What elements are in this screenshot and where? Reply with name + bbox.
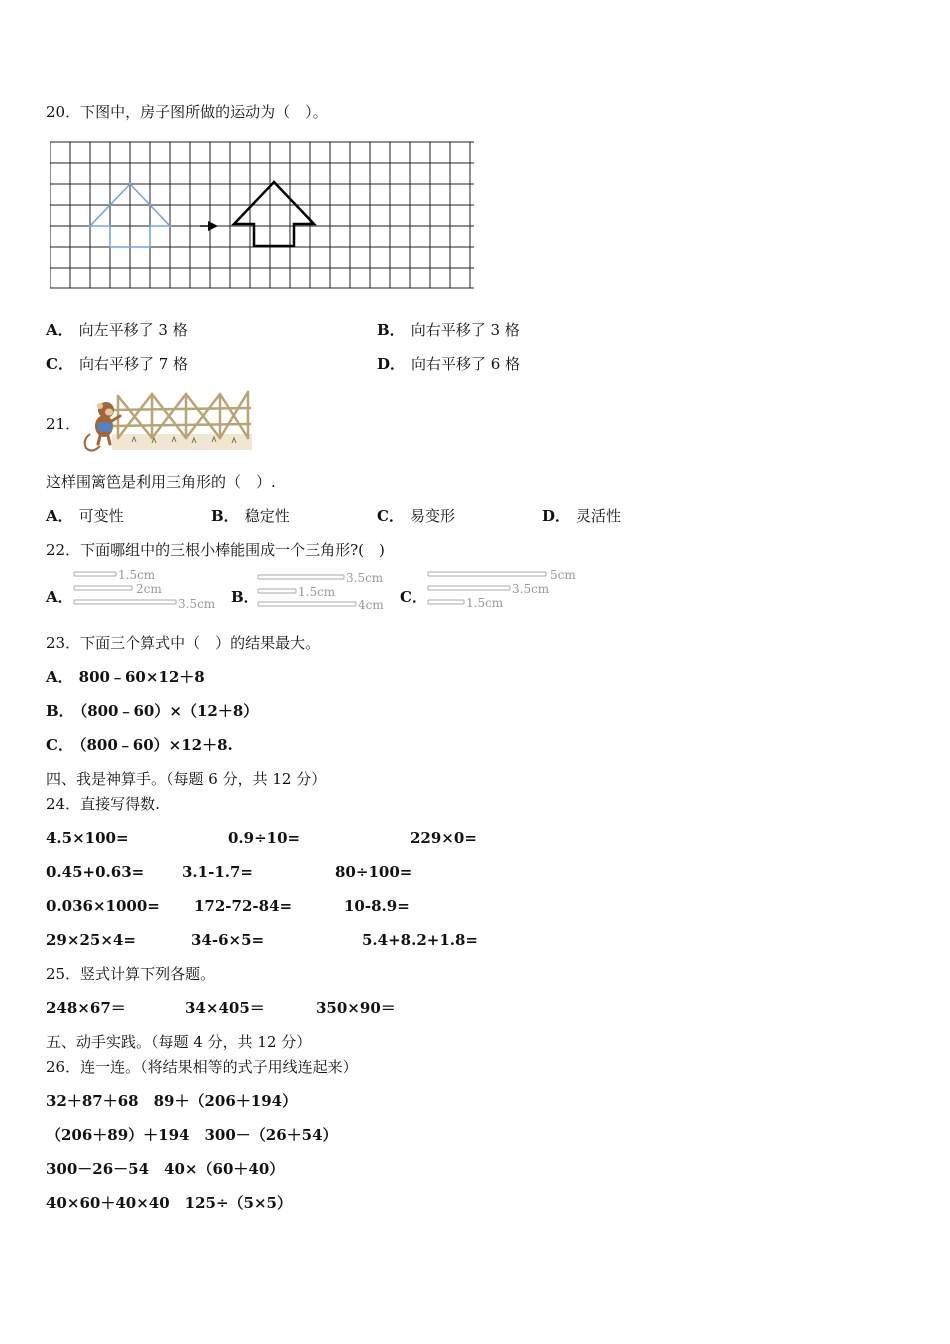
stick-label: 1.5cm xyxy=(118,568,156,582)
stick-c-2 xyxy=(428,586,510,590)
q25-item: 248×67＝ xyxy=(46,999,126,1017)
q21-question: 这样围篱笆是利用三角形的（ ）. xyxy=(46,473,276,491)
stick-label: 3.5cm xyxy=(178,597,216,611)
stick-a-3 xyxy=(74,600,176,604)
stick-a-1 xyxy=(74,572,116,576)
sticks-set-b xyxy=(256,570,388,612)
q20-option-b[interactable]: B． 向右平移了 3 格 xyxy=(377,321,520,339)
stick-label: 1.5cm xyxy=(466,596,504,610)
q24-item: 172-72-84= xyxy=(194,897,293,915)
q25-item: 350×90＝ xyxy=(316,999,396,1017)
q24-item: 0.45+0.63= xyxy=(46,863,145,881)
q25-item: 34×405＝ xyxy=(185,999,265,1017)
stick-label: 5cm xyxy=(550,568,576,582)
q26-row: 32＋87＋68 89＋（206＋194） xyxy=(46,1092,298,1110)
q24-item: 229×0= xyxy=(410,829,477,847)
house-grid-figure xyxy=(50,140,474,290)
q26-row: 40×60＋40×40 125÷（5×5） xyxy=(46,1194,292,1212)
q26-row: 300－26－54 40×（60＋40） xyxy=(46,1160,285,1178)
q22-option-c[interactable]: C． xyxy=(400,588,427,606)
q26-row: （206＋89）＋194 300－（26＋54） xyxy=(46,1126,338,1144)
q24-item: 29×25×4= xyxy=(46,931,136,949)
arrow-right-icon xyxy=(208,221,218,231)
q20-option-c[interactable]: C． 向右平移了 7 格 xyxy=(46,355,189,373)
stick-b-3 xyxy=(258,602,356,606)
q24-item: 0.9÷10= xyxy=(228,829,301,847)
stick-c-3 xyxy=(428,600,464,604)
q23-option-a[interactable]: A． 800﹣60×12＋8 xyxy=(46,668,205,686)
q21-option-a[interactable]: A． 可变性 xyxy=(46,507,124,525)
section-5-heading: 五、动手实践。（每题 4 分，共 12 分） xyxy=(46,1033,312,1051)
q23-option-b[interactable]: B． （800﹣60）×（12＋8） xyxy=(46,702,259,720)
sticks-set-a xyxy=(72,568,220,612)
stick-b-1 xyxy=(258,575,344,579)
q22-option-a[interactable]: A． xyxy=(46,588,73,606)
stick-b-2 xyxy=(258,589,296,593)
q24-item: 34-6×5= xyxy=(191,931,265,949)
q22-question: 22．下面哪组中的三根小棒能围成一个三角形?( ) xyxy=(46,541,385,559)
q24-item: 5.4+8.2+1.8= xyxy=(362,931,478,949)
q20-question: 20．下图中，房子图所做的运动为（ ）。 xyxy=(46,103,328,121)
q20-option-a[interactable]: A． 向左平移了 3 格 xyxy=(46,321,188,339)
stick-label: 3.5cm xyxy=(512,582,550,596)
moved-house-shape xyxy=(234,182,314,246)
stick-a-2 xyxy=(74,586,132,590)
q21-number: 21． xyxy=(46,415,81,433)
q23-option-c[interactable]: C． （800﹣60）×12＋8. xyxy=(46,736,233,754)
stick-label: 2cm xyxy=(136,582,162,596)
q21-option-d[interactable]: D． 灵活性 xyxy=(542,507,622,525)
q21-option-c[interactable]: C． 易变形 xyxy=(377,507,455,525)
q24-item: 3.1-1.7= xyxy=(182,863,253,881)
q26-question: 26．连一连。（将结果相等的式子用线连起来） xyxy=(46,1058,358,1076)
q24-item: 4.5×100= xyxy=(46,829,129,847)
q24-item: 80÷100= xyxy=(335,863,413,881)
stick-label: 3.5cm xyxy=(346,571,384,585)
q20-option-d[interactable]: D． 向右平移了 6 格 xyxy=(377,355,521,373)
sticks-set-c xyxy=(426,566,578,612)
q24-item: 10-8.9= xyxy=(344,897,410,915)
q22-option-b[interactable]: B． xyxy=(231,588,259,606)
stick-c-1 xyxy=(428,572,546,576)
q23-question: 23．下面三个算式中（ ）的结果最大。 xyxy=(46,634,321,652)
q24-question: 24．直接写得数. xyxy=(46,795,160,813)
stick-label: 4cm xyxy=(358,598,384,612)
monkey-fence-illustration xyxy=(82,382,252,454)
stick-label: 1.5cm xyxy=(298,585,336,599)
q24-item: 0.036×1000= xyxy=(46,897,160,915)
q21-option-b[interactable]: B． 稳定性 xyxy=(211,507,290,525)
section-4-heading: 四、我是神算手。（每题 6 分，共 12 分） xyxy=(46,770,327,788)
q25-question: 25．竖式计算下列各题。 xyxy=(46,965,216,983)
